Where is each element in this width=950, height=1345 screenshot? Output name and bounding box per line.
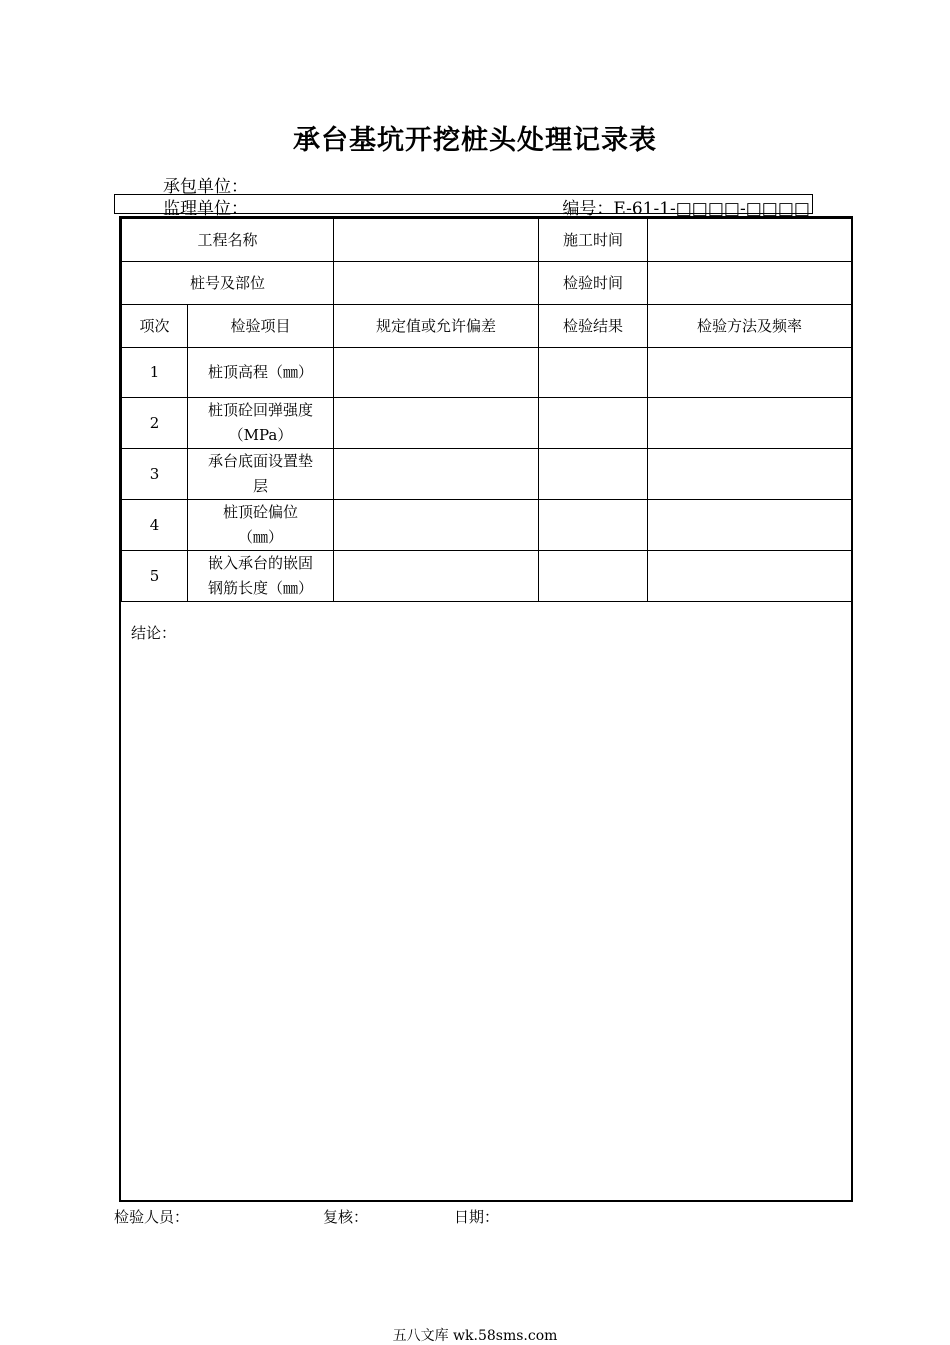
result-field[interactable] (539, 449, 648, 500)
column-header: 规定值或允许偏差 (334, 305, 539, 348)
item-name-line: 层 (253, 477, 269, 495)
item-name (188, 449, 334, 500)
result-field[interactable] (539, 551, 648, 602)
table-row (122, 219, 852, 262)
method-field[interactable] (648, 449, 852, 500)
result-field[interactable] (539, 500, 648, 551)
tolerance-field[interactable] (334, 348, 539, 398)
item-name (188, 348, 334, 398)
inspection-table (121, 218, 852, 602)
table-row (122, 449, 852, 500)
tolerance-field[interactable] (334, 551, 539, 602)
item-name-line: 桩顶砼回弹强度 (208, 401, 314, 419)
method-field[interactable] (648, 398, 852, 449)
construction-time-label: 施工时间 (539, 219, 648, 262)
item-name-line: 桩顶砼偏位 (223, 503, 299, 521)
record-form (119, 216, 853, 1202)
item-name-line: 嵌入承台的嵌固 (208, 554, 314, 572)
item-name (188, 500, 334, 551)
table-row (122, 500, 852, 551)
item-name (188, 551, 334, 602)
review-label: 复核： (323, 1208, 369, 1226)
result-field[interactable] (539, 348, 648, 398)
item-number: 2 (122, 398, 188, 449)
item-number: 3 (122, 449, 188, 500)
item-number: 4 (122, 500, 188, 551)
column-header: 项次 (122, 305, 188, 348)
inspector-label: 检验人员： (114, 1208, 190, 1226)
construction-time-field[interactable] (648, 219, 852, 262)
conclusion-label: 结论： (131, 624, 177, 642)
record-code: 编号：E-61-1-□□□□-□□□□ (562, 199, 810, 219)
project-name-field[interactable] (334, 219, 539, 262)
item-number: 5 (122, 551, 188, 602)
date-label: 日期： (454, 1208, 500, 1226)
header-box (114, 194, 813, 219)
item-name-line: 桩顶高程（㎜） (208, 363, 314, 381)
table-row (122, 398, 852, 449)
tolerance-field[interactable] (334, 449, 539, 500)
tolerance-field[interactable] (334, 398, 539, 449)
inspection-time-field[interactable] (648, 262, 852, 305)
pile-location-label: 桩号及部位 (122, 262, 334, 305)
page-title: 承台基坑开挖桩头处理记录表 (293, 125, 657, 156)
watermark: 五八文库 wk.58sms.com (392, 1328, 558, 1344)
table-row (122, 348, 852, 398)
item-name-line: （㎜） (238, 528, 284, 546)
table-header-row (122, 305, 852, 348)
table-row (122, 262, 852, 305)
project-name-label: 工程名称 (122, 219, 334, 262)
column-header: 检验项目 (188, 305, 334, 348)
contractor-label: 承包单位： (163, 177, 248, 197)
method-field[interactable] (648, 551, 852, 602)
pile-location-field[interactable] (334, 262, 539, 305)
method-field[interactable] (648, 348, 852, 398)
tolerance-field[interactable] (334, 500, 539, 551)
item-name-line: 钢筋长度（㎜） (208, 579, 314, 597)
column-header: 检验方法及频率 (648, 305, 852, 348)
item-name-line: 承台底面设置垫 (208, 452, 314, 470)
table-row (122, 551, 852, 602)
result-field[interactable] (539, 398, 648, 449)
column-header: 检验结果 (539, 305, 648, 348)
inspection-time-label: 检验时间 (539, 262, 648, 305)
item-name-line: （MPa） (228, 426, 293, 444)
item-name (188, 398, 334, 449)
supervisor-label: 监理单位： (163, 199, 248, 219)
method-field[interactable] (648, 500, 852, 551)
item-number: 1 (122, 348, 188, 398)
